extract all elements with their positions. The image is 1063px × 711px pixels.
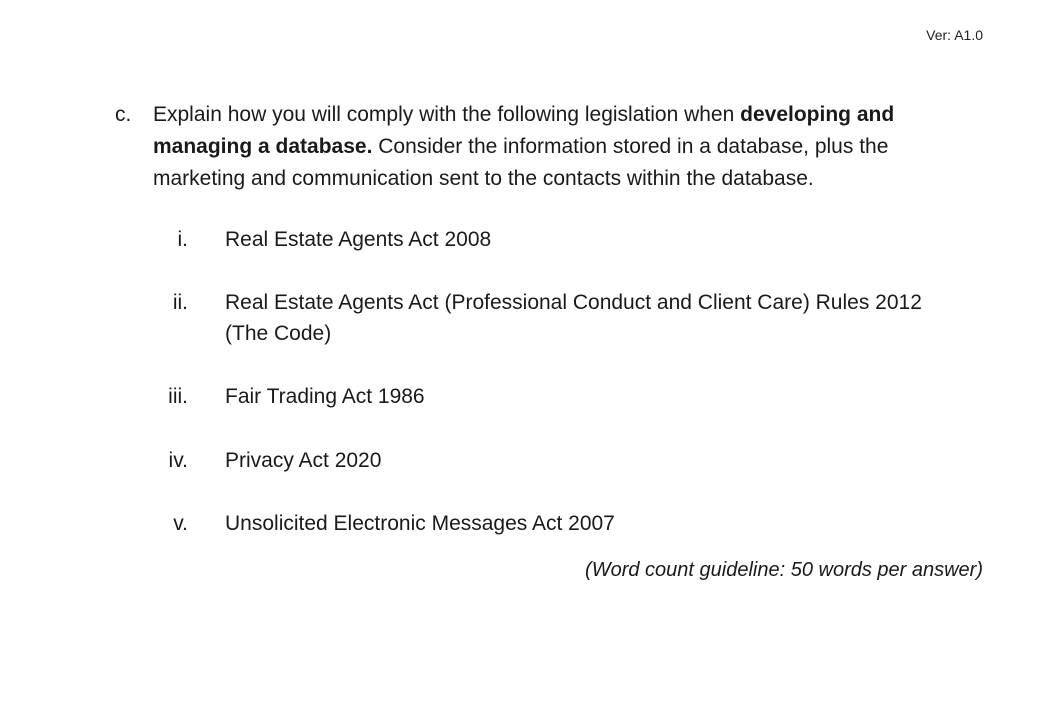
version-label: Ver: A1.0: [926, 27, 983, 43]
question-text-bold: developing and managing a database.: [153, 103, 895, 158]
list-item-number: ii.: [172, 291, 188, 314]
word-count-guideline: (Word count guideline: 50 words per answer): [585, 559, 983, 581]
list-item-label: Fair Trading Act 1986: [225, 385, 425, 408]
list-item-number: iv.: [168, 449, 188, 472]
question-text-part1: Explain how you will comply with the following legislation when: [153, 103, 741, 126]
list-item-label: Privacy Act 2020: [225, 449, 382, 472]
list-item-number: v.: [173, 512, 188, 535]
list-item-label: Real Estate Agents Act 2008: [225, 228, 492, 251]
list-item-label: Real Estate Agents Act (Professional Conduct and Client Care) Rules 2012 (The Code): [225, 291, 922, 345]
list-item-number: i.: [177, 228, 188, 251]
question-text: [153, 99, 943, 195]
question-marker: c.: [115, 103, 132, 126]
question-text-part2: Consider the information stored in a database, plus the marketing and communication sent to the contacts within the database.: [153, 135, 889, 190]
list-item-label: Unsolicited Electronic Messages Act 2007: [225, 512, 615, 535]
list-item-number: iii.: [168, 385, 188, 408]
question-c: [115, 99, 945, 195]
